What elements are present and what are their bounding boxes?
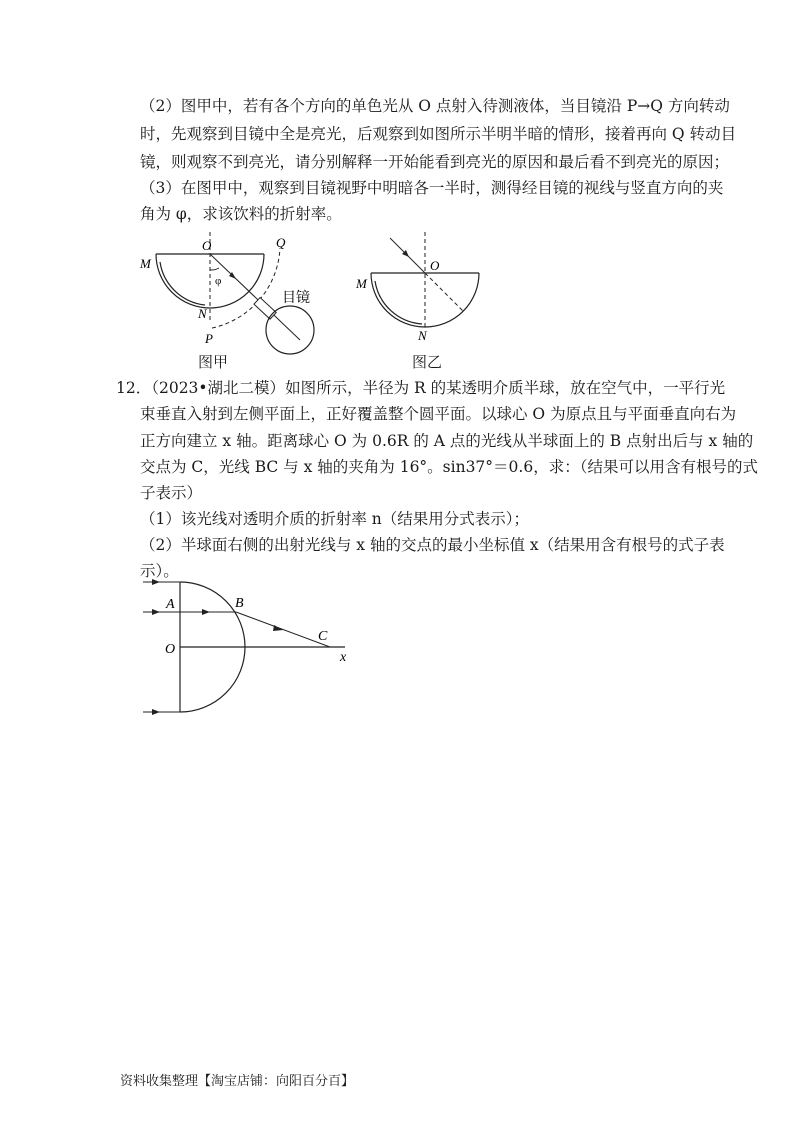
label-P: P bbox=[205, 331, 213, 346]
footer-source: 资料收集整理【淘宝店铺：向阳百分百】 bbox=[120, 1074, 355, 1089]
text-line: （2）半球面右侧的出射光线与 x 轴的交点的最小坐标值 x（结果用含有根号的式子表 bbox=[140, 536, 725, 554]
ray-arrow bbox=[152, 609, 160, 615]
label-phi: φ bbox=[215, 275, 222, 287]
label-O: O bbox=[165, 642, 176, 657]
ray-arrow bbox=[273, 625, 283, 631]
caption-yi: 图乙 bbox=[412, 353, 443, 371]
label-A: A bbox=[166, 597, 175, 612]
figure-yi bbox=[350, 228, 490, 346]
label-O: O bbox=[202, 238, 212, 253]
ray-BC bbox=[236, 612, 330, 647]
label-M: M bbox=[140, 256, 151, 271]
ray-arrow bbox=[152, 709, 160, 715]
text-line: 正方向建立 x 轴。距离球心 O 为 0.6R 的 A 点的光线从半球面上的 B 点射出后与 x 轴的 bbox=[140, 432, 754, 450]
text-line: 束垂直入射到左侧平面上，正好覆盖整个圆平面。以球心 O 为原点且与平面垂直向右为 bbox=[140, 405, 737, 423]
figure-jia bbox=[130, 228, 340, 360]
phi-arc bbox=[210, 268, 219, 270]
text-line: 交点为 C，光线 BC 与 x 轴的夹角为 16°。sin37°＝0.6，求：（结果可以用含有根号的式 bbox=[140, 458, 758, 476]
inner-arc bbox=[160, 262, 205, 305]
text-line: 时，先观察到目镜中全是亮光，后观察到如图所示半明半暗的情形，接着再向 Q 转动目 bbox=[140, 125, 737, 143]
label-x: x bbox=[340, 650, 347, 665]
ray-arrow bbox=[152, 579, 160, 585]
label-N: N bbox=[198, 306, 207, 321]
text-line: 示）。 bbox=[140, 562, 179, 580]
figure-q12 bbox=[140, 575, 360, 720]
ray-arrow bbox=[202, 609, 210, 615]
label-N: N bbox=[418, 328, 427, 343]
inner-arc bbox=[375, 281, 422, 324]
label-Q: Q bbox=[276, 235, 286, 250]
label-C: C bbox=[318, 629, 328, 644]
eyepiece bbox=[254, 298, 276, 320]
label-M: M bbox=[356, 276, 367, 291]
text-line: 镜，则观察不到亮光，请分别解释一开始能看到亮光的原因和最后看不到亮光的原因； bbox=[140, 153, 730, 171]
caption-jia: 图甲 bbox=[198, 353, 229, 371]
refracted-dashed bbox=[425, 273, 464, 312]
label-B: B bbox=[235, 596, 244, 611]
text-line: （2）图甲中，若有各个方向的单色光从 O 点射入待测液体，当目镜沿 P→Q 方向转动 bbox=[140, 97, 730, 115]
text-line: 子表示） bbox=[140, 484, 203, 502]
text-line: 12．（2023•湖北二模）如图所示，半径为 R 的某透明介质半球，放在空气中，一平行光 bbox=[116, 379, 726, 397]
text-line: 角为 φ，求该饮料的折射率。 bbox=[140, 205, 342, 223]
label-O: O bbox=[430, 258, 440, 273]
text-line: （3）在图甲中，观察到目镜视野中明暗各一半时，测得经目镜的视线与竖直方向的夹 bbox=[140, 179, 724, 197]
label-eyepiece: 目镜 bbox=[282, 291, 310, 306]
q12-sub1: （1）该光线对透明介质的折射率 n（结果用分式表示）； bbox=[140, 510, 530, 528]
